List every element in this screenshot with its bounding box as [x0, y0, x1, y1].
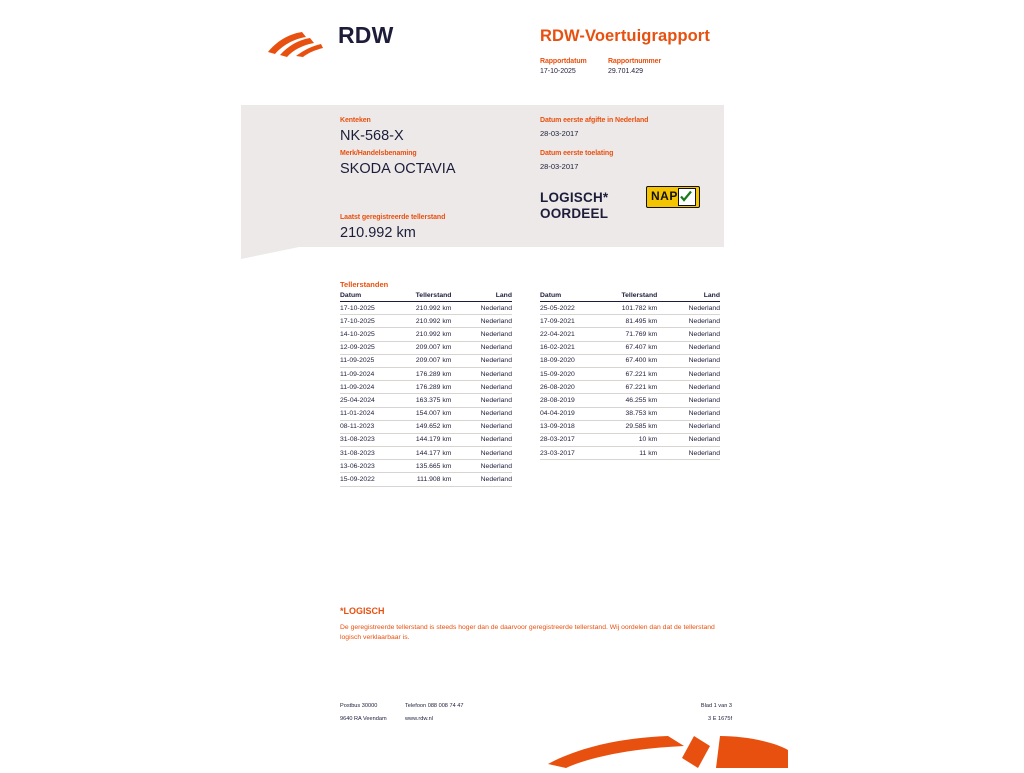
col-datum: Datum — [540, 292, 594, 302]
col-tellerstand: Tellerstand — [392, 292, 466, 302]
table-row — [340, 447, 512, 460]
cell-datum: 15-09-2020 — [540, 367, 594, 380]
table-row — [340, 394, 512, 407]
cell-land: Nederland — [465, 315, 512, 328]
cell-tellerstand: 67.400 km — [594, 354, 671, 367]
cell-datum: 17-10-2025 — [340, 302, 392, 315]
cell-land: Nederland — [671, 394, 720, 407]
nap-badge-label: NAP — [651, 189, 678, 203]
footer-website-link[interactable]: www.rdw.nl — [405, 716, 433, 722]
table-row — [340, 433, 512, 446]
footer-form-code: 3 E 1675f — [708, 716, 732, 722]
tellerstanden-table-right — [540, 292, 720, 460]
footnote-title — [340, 606, 385, 616]
cell-tellerstand: 210.992 km — [392, 328, 466, 341]
eerste-afgifte-label: Datum eerste afgifte in Nederland — [540, 117, 649, 124]
cell-land: Nederland — [671, 381, 720, 394]
rdw-swoosh-logo-icon — [266, 30, 324, 58]
cell-datum: 16-02-2021 — [540, 341, 594, 354]
cell-datum: 31-08-2023 — [340, 433, 392, 446]
brand-name: RDW — [338, 22, 394, 48]
cell-land: Nederland — [671, 302, 720, 315]
cell-tellerstand: 163.375 km — [392, 394, 466, 407]
table-row — [540, 341, 720, 354]
cell-datum: 25-04-2024 — [340, 394, 392, 407]
merk-label: Merk/Handelsbenaming — [340, 150, 417, 157]
cell-tellerstand: 46.255 km — [594, 394, 671, 407]
table-row — [340, 302, 512, 315]
cell-tellerstand: 11 km — [594, 447, 671, 460]
cell-datum: 17-10-2025 — [340, 315, 392, 328]
vehicle-summary-panel — [241, 105, 724, 247]
check-icon — [678, 188, 696, 206]
cell-tellerstand: 209.007 km — [392, 354, 466, 367]
cell-datum: 11-09-2024 — [340, 381, 392, 394]
cell-land: Nederland — [671, 407, 720, 420]
footer-phone: Telefoon 088 008 74 47 — [405, 703, 464, 709]
footnote-title-text: LOGISCH — [343, 606, 385, 616]
cell-datum: 11-09-2024 — [340, 367, 392, 380]
footer-address-line1: Postbus 30000 — [340, 703, 378, 709]
table-row — [540, 394, 720, 407]
footer-row-1 — [340, 703, 732, 716]
table-row — [340, 354, 512, 367]
cell-datum: 17-09-2021 — [540, 315, 594, 328]
cell-land: Nederland — [671, 315, 720, 328]
table-row — [540, 420, 720, 433]
cell-land: Nederland — [465, 473, 512, 486]
cell-land: Nederland — [465, 367, 512, 380]
footer-address-line2: 9640 RA Veendam — [340, 716, 387, 722]
cell-land: Nederland — [671, 367, 720, 380]
cell-land: Nederland — [671, 447, 720, 460]
cell-tellerstand: 210.992 km — [392, 315, 466, 328]
cell-tellerstand: 10 km — [594, 433, 671, 446]
footnote-star: * — [340, 606, 344, 616]
nap-badge — [646, 186, 700, 208]
rdw-logo-block — [266, 22, 396, 68]
verdict-text — [540, 190, 608, 222]
col-tellerstand: Tellerstand — [594, 292, 671, 302]
cell-land: Nederland — [465, 407, 512, 420]
kenteken-label: Kenteken — [340, 117, 371, 124]
cell-tellerstand: 81.495 km — [594, 315, 671, 328]
cell-tellerstand: 144.179 km — [392, 433, 466, 446]
cell-datum: 31-08-2023 — [340, 447, 392, 460]
cell-datum: 22-04-2021 — [540, 328, 594, 341]
table-row — [340, 460, 512, 473]
page-footer — [340, 703, 732, 729]
cell-tellerstand: 135.665 km — [392, 460, 466, 473]
cell-datum: 28-03-2017 — [540, 433, 594, 446]
col-land: Land — [465, 292, 512, 302]
cell-tellerstand: 210.992 km — [392, 302, 466, 315]
cell-tellerstand: 67.221 km — [594, 381, 671, 394]
cell-tellerstand: 101.782 km — [594, 302, 671, 315]
eerste-toelating-value: 28-03-2017 — [540, 162, 579, 171]
cell-datum: 26-08-2020 — [540, 381, 594, 394]
cell-land: Nederland — [465, 354, 512, 367]
footnote-body: De geregistreerde tellerstand is steeds hoger dan de daarvoor geregistreerde tellerstand. Wij oordelen dan dat de tellerstand logisch verklaarbaar is. — [340, 624, 715, 641]
tellerstanden-title: Tellerstanden — [340, 280, 389, 289]
col-land: Land — [671, 292, 720, 302]
verdict-line-1: LOGISCH* — [540, 190, 609, 205]
cell-datum: 13-06-2023 — [340, 460, 392, 473]
col-datum: Datum — [340, 292, 392, 302]
report-date-label: Rapportdatum — [540, 58, 587, 65]
cell-datum: 11-09-2025 — [340, 354, 392, 367]
eerste-toelating-label: Datum eerste toelating — [540, 150, 614, 157]
cell-datum: 23-03-2017 — [540, 447, 594, 460]
cell-tellerstand: 154.007 km — [392, 407, 466, 420]
cell-datum: 08-11-2023 — [340, 420, 392, 433]
cell-tellerstand: 176.289 km — [392, 381, 466, 394]
table-row — [340, 407, 512, 420]
report-meta — [540, 58, 661, 75]
cell-datum: 18-09-2020 — [540, 354, 594, 367]
table-row — [540, 407, 720, 420]
footer-page-number: Blad 1 van 3 — [700, 703, 732, 709]
cell-datum: 13-09-2018 — [540, 420, 594, 433]
report-date-value: 17-10-2025 — [540, 68, 576, 75]
cell-datum: 14-10-2025 — [340, 328, 392, 341]
cell-land: Nederland — [465, 381, 512, 394]
page-title: RDW-Voertuigrapport — [540, 27, 710, 45]
cell-tellerstand: 38.753 km — [594, 407, 671, 420]
cell-datum: 25-05-2022 — [540, 302, 594, 315]
eerste-afgifte-value: 28-03-2017 — [540, 129, 579, 138]
table-row — [540, 367, 720, 380]
cell-datum: 11-01-2024 — [340, 407, 392, 420]
table-row — [540, 447, 720, 460]
table-row — [540, 302, 720, 315]
laatste-tellerstand-value: 210.992 km — [340, 225, 416, 241]
table-row — [340, 420, 512, 433]
verdict-line-2: OORDEEL — [540, 206, 609, 221]
table-row — [540, 354, 720, 367]
table-row — [340, 473, 512, 486]
table-row — [340, 315, 512, 328]
cell-tellerstand: 144.177 km — [392, 447, 466, 460]
rdw-footer-swoosh-logo-icon — [548, 736, 788, 768]
cell-datum: 12-09-2025 — [340, 341, 392, 354]
kenteken-value: NK-568-X — [340, 128, 404, 144]
cell-datum: 04-04-2019 — [540, 407, 594, 420]
report-number — [608, 58, 661, 75]
table-row — [340, 381, 512, 394]
cell-tellerstand: 67.407 km — [594, 341, 671, 354]
cell-land: Nederland — [671, 328, 720, 341]
cell-tellerstand: 67.221 km — [594, 367, 671, 380]
cell-land: Nederland — [465, 302, 512, 315]
table-row — [540, 328, 720, 341]
table-header-row — [340, 292, 512, 302]
table-row — [540, 381, 720, 394]
laatste-tellerstand-label: Laatst geregistreerde tellerstand — [340, 214, 446, 221]
table-row — [340, 341, 512, 354]
cell-tellerstand: 176.289 km — [392, 367, 466, 380]
cell-tellerstand: 149.652 km — [392, 420, 466, 433]
cell-land: Nederland — [465, 460, 512, 473]
panel-notch-decoration — [241, 247, 299, 259]
cell-land: Nederland — [671, 433, 720, 446]
cell-land: Nederland — [671, 354, 720, 367]
table-row — [340, 328, 512, 341]
cell-land: Nederland — [671, 420, 720, 433]
cell-tellerstand: 29.585 km — [594, 420, 671, 433]
cell-land: Nederland — [465, 420, 512, 433]
cell-land: Nederland — [465, 394, 512, 407]
report-number-value: 29.701.429 — [607, 68, 643, 75]
cell-land: Nederland — [465, 447, 512, 460]
report-date — [540, 58, 606, 75]
table-row — [340, 367, 512, 380]
cell-land: Nederland — [465, 328, 512, 341]
cell-datum: 28-08-2019 — [540, 394, 594, 407]
cell-land: Nederland — [465, 433, 512, 446]
table-header-row — [540, 292, 720, 302]
footer-row-2 — [340, 716, 732, 729]
tellerstanden-table-left — [340, 292, 512, 487]
cell-datum: 15-09-2022 — [340, 473, 392, 486]
cell-land: Nederland — [671, 341, 720, 354]
cell-tellerstand: 71.769 km — [594, 328, 671, 341]
merk-value: SKODA OCTAVIA — [340, 161, 456, 177]
cell-land: Nederland — [465, 341, 512, 354]
cell-tellerstand: 111.908 km — [392, 473, 466, 486]
table-row — [540, 433, 720, 446]
cell-tellerstand: 209.007 km — [392, 341, 466, 354]
report-number-label: Rapportnummer — [607, 58, 662, 65]
table-row — [540, 315, 720, 328]
